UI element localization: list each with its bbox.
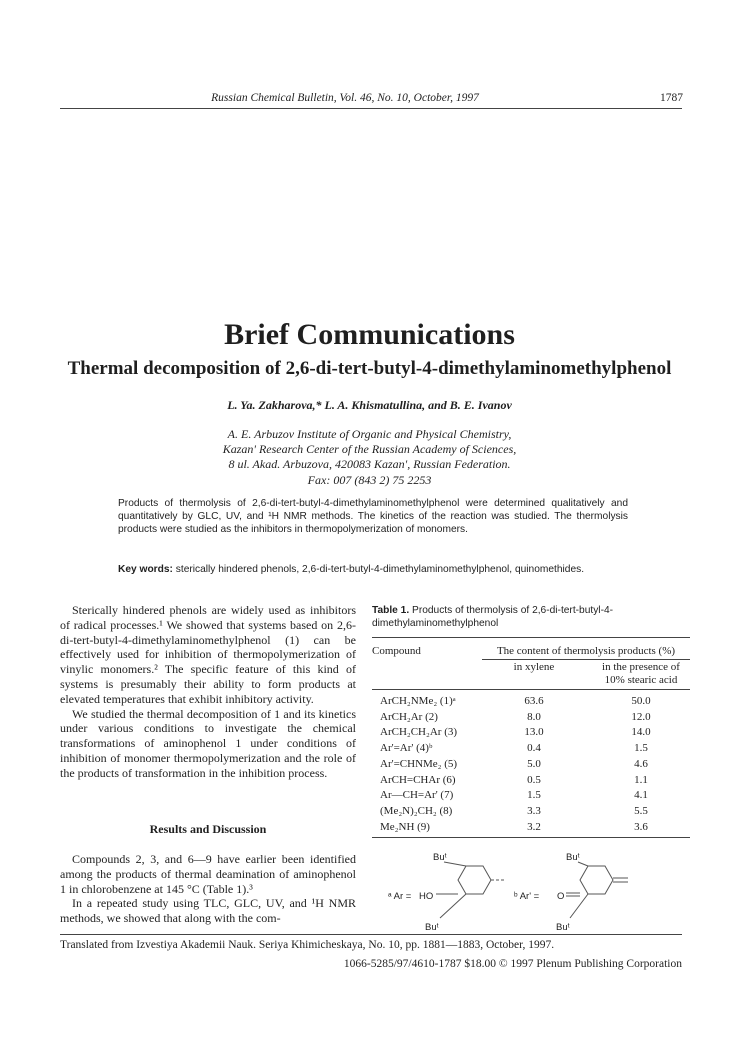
structure-b-tbu-top: Buᵗ <box>566 852 580 863</box>
table-cell-compound: Me₂NH (9) <box>380 820 430 833</box>
table-cell-compound: ArCH₂CH₂Ar (3) <box>380 726 458 739</box>
keywords-text: sterically hindered phenols, 2,6-di-tert-butyl-4-dimethylaminomethylphenol, quinomethides. <box>175 564 585 575</box>
table-cell-xylene: 63.6 <box>524 695 544 707</box>
table-cell-compound: Ar'=Ar' (4)ᵇ <box>380 742 433 755</box>
journal-header: Russian Chemical Bulletin, Vol. 46, No. 10, October, 1997 <box>211 92 479 104</box>
structure-a-group: HO <box>419 891 434 902</box>
table-cell-xylene: 1.5 <box>527 789 541 802</box>
table-cell-compound: ArCH₂NMe₂ (1)ᵃ <box>380 695 456 707</box>
affiliation-line: 8 ul. Akad. Arbuzova, 420083 Kazan', Russian Federation. <box>228 457 511 472</box>
table-cell-stearic: 4.1 <box>634 789 648 802</box>
table-cell-stearic: 1.5 <box>634 742 648 755</box>
structure-a-label: ᵃ Ar = <box>388 891 412 902</box>
table-header-compound: Compound <box>372 645 421 657</box>
table-cell-xylene: 8.0 <box>527 710 541 723</box>
table-cell-compound: (Me₂N)₂CH₂ (8) <box>380 804 453 817</box>
structure-b-tbu-bottom: Buᵗ <box>556 922 570 933</box>
keywords-label: Key words: <box>118 564 173 575</box>
section-title: Brief Communications <box>224 318 515 351</box>
table-cell-compound: ArCH₂Ar (2) <box>380 710 438 723</box>
body-paragraph: In a repeated study using TLC, GLC, UV, and ¹H NMR methods, we showed that along with the com- <box>60 896 356 926</box>
table-cell-stearic: 4.6 <box>634 757 648 770</box>
structure-b-group: O <box>557 891 565 902</box>
table-cell-xylene: 0.4 <box>527 742 541 755</box>
table-cell-stearic: 50.0 <box>631 695 651 707</box>
table-cell-stearic: 14.0 <box>631 726 651 739</box>
authors: L. Ya. Zakharova,* L. A. Khismatullina, and B. E. Ivanov <box>227 398 512 412</box>
body-paragraph: We studied the thermal decomposition of 1 and its kinetics under various conditions to investigate the chemical transformations of aminophenol 1 under conditions of inhibition of monomer thermopolymerization and the role of the products of transformation in the inhibition process. <box>60 706 356 780</box>
page-number: 1787 <box>660 92 683 104</box>
results-heading: Results and Discussion <box>149 822 267 836</box>
structure-a-tbu-top: Buᵗ <box>433 852 447 863</box>
table-cell-xylene: 3.2 <box>527 820 541 833</box>
table-cell-xylene: 0.5 <box>527 773 541 786</box>
affiliation-line: A. E. Arbuzov Institute of Organic and Physical Chemistry, <box>227 427 512 441</box>
bond-tbu-top-b <box>578 862 588 866</box>
table-cell-xylene: 13.0 <box>524 726 544 739</box>
table-cell-compound: Ar'=CHNMe₂ (5) <box>380 757 458 770</box>
table-cell-xylene: 5.0 <box>527 757 541 770</box>
table-header-xylene: in xylene <box>513 661 555 673</box>
table-cell-compound: Ar—CH=Ar' (7) <box>380 789 454 802</box>
table-cell-stearic: 5.5 <box>634 804 648 817</box>
footer-translated: Translated from Izvestiya Akademii Nauk. Seriya Khimicheskaya, No. 10, pp. 1881—1883, October, 1997. <box>60 939 555 951</box>
table-cell-stearic: 3.6 <box>634 820 648 833</box>
table-cell-compound: ArCH=CHAr (6) <box>380 773 456 786</box>
table-caption-text: Products of thermolysis of 2,6-di-tert-butyl-4-dimethylaminomethylphenol <box>372 605 614 629</box>
table-cell-xylene: 3.3 <box>527 804 541 817</box>
table-cell-stearic: 12.0 <box>631 710 651 723</box>
affiliation-line: Kazan' Research Center of the Russian Academy of Sciences, <box>222 442 517 457</box>
table-caption-label: Table 1. <box>372 605 410 616</box>
footer-code: 1066-5285/97/4610-1787 $18.00 © 1997 Plenum Publishing Corporation <box>343 958 682 970</box>
footer-rule <box>60 934 682 935</box>
abstract: Products of thermolysis of 2,6-di-tert-butyl-4-dimethylaminomethylphenol were determined qualitatively and quantitatively by GLC, UV, and ¹H NMR methods. The kinetics of the reaction was studied. The thermolysis products were studied as the inhibitors in thermopolymerization of monomers. <box>118 498 628 535</box>
structure-a-tbu-bottom: Buᵗ <box>425 922 439 933</box>
affiliation-line: Fax: 007 (843 2) 75 2253 <box>307 472 432 487</box>
table-header-group: The content of thermolysis products (%) <box>496 645 676 657</box>
bond-tbu-bottom-b <box>570 894 588 918</box>
ring-b <box>580 866 613 894</box>
table-header-stearic: in the presence of 10% stearic acid <box>602 661 680 686</box>
body-paragraph: Sterically hindered phenols are widely used as inhibitors of radical processes.¹ We showed that systems based on 2,6-di-tert-butyl-4-dimethylaminomethylphenol (1) can be effectively used for inhibition of thermopolymerization of vinylic monomers.² The specific feature of this kind of systems is presumably their ability to form products at elevated temperatures that exhibit inhibitory activity. <box>60 603 356 706</box>
table-cell-stearic: 1.1 <box>634 773 648 786</box>
structure-b-label: ᵇ Ar' = <box>514 891 540 902</box>
body-paragraph: Compounds 2, 3, and 6—9 have earlier been identified among the products of thermal deamination of aminophenol 1 in chlorobenzene at 145 °C (Table 1).³ <box>60 852 356 896</box>
article-title: Thermal decomposition of 2,6-di-tert-butyl-4-dimethylaminomethylphenol <box>67 358 672 379</box>
